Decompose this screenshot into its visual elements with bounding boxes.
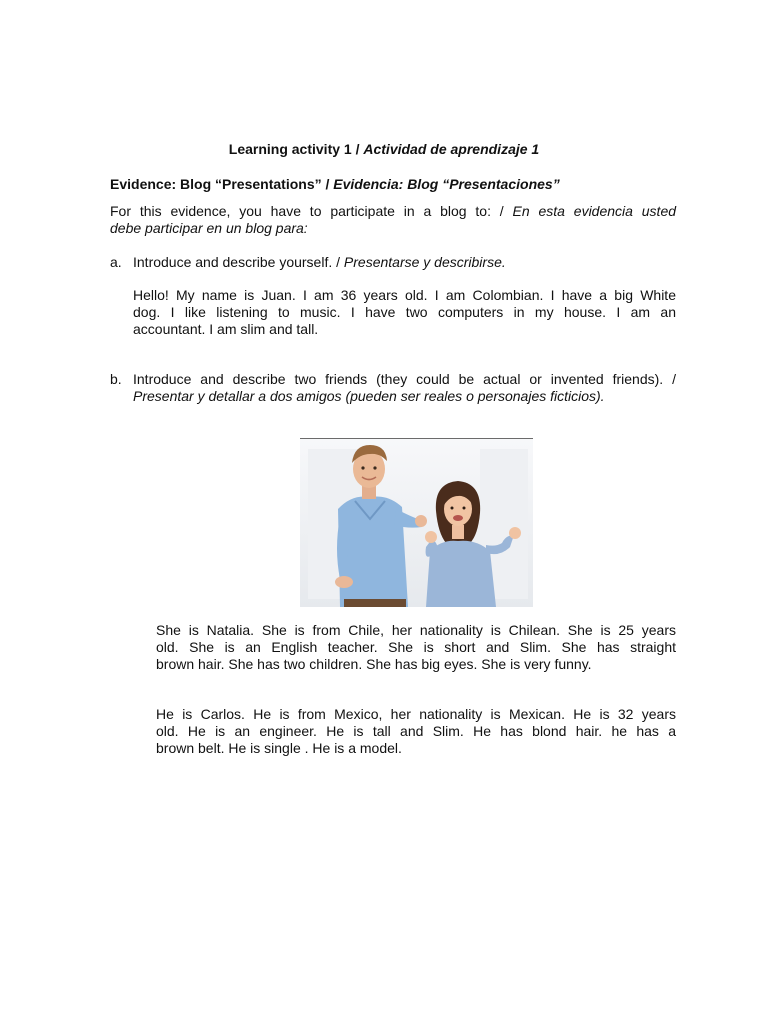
intro-line-1 [110,203,676,220]
intro-line-2: debe participar en un blog para: [110,220,308,236]
carlos-line-2: old. He is an engineer. He is tall and Slim. He has blond hair. he has a [156,723,676,739]
list-item-b [110,371,676,405]
intro-paragraph [110,203,676,237]
juan-description [133,287,676,338]
evidence-heading [110,175,676,193]
carlos-description [156,706,676,757]
juan-line-1: Hello! My name is Juan. I am 36 years old. I am Colombian. I have a big White [133,287,676,303]
friends-photo-illustration [300,439,533,607]
item-b-english: Introduce and describe two friends (they could be actual or invented friends). [133,371,664,387]
title-separator: / [351,141,364,157]
natalia-line-1: She is Natalia. She is from Chile, her nationality is Chilean. She is 25 years [156,622,676,638]
item-b-spanish: Presentar y detallar a dos amigos (pueden ser reales o personajes ficticios). [133,388,605,404]
juan-line-3: accountant. I am slim and tall. [133,321,319,337]
item-b-separator: / [663,371,677,387]
intro-english: For this evidence, you have to participate in a blog to: [110,203,491,219]
natalia-description [156,622,676,673]
list-item-a [110,254,676,271]
natalia-line-3: brown hair. She has two children. She has big eyes. She is very funny. [156,656,592,672]
page-title [0,140,768,158]
intro-spanish-start: En esta evidencia usted [512,203,677,219]
list-item-b-text [133,371,676,405]
carlos-line-1: He is Carlos. He is from Mexico, her nationality is Mexican. He is 32 years [156,706,676,722]
juan-line-2: dog. I like listening to music. I have two computers in my house. I am an [133,304,676,320]
evidence-english: Evidence: Blog “Presentations” [110,176,322,192]
list-marker-a: a. [110,254,122,270]
item-b-line-1 [133,371,676,388]
carlos-line-3: brown belt. He is single . He is a model. [156,740,402,756]
item-a-english: Introduce and describe yourself. [133,254,333,270]
title-english: Learning activity 1 [228,141,352,157]
list-item-a-text [133,254,676,271]
natalia-line-2: old. She is an English teacher. She is short and Slim. She has straight [156,639,676,655]
evidence-spanish: Evidencia: Blog “Presentaciones” [333,176,560,192]
item-a-spanish: Presentarse y describirse. [343,254,506,270]
friends-photo [300,438,533,607]
title-spanish: Actividad de aprendizaje 1 [363,141,540,157]
list-marker-b: b. [110,371,122,387]
intro-separator: / [490,203,513,219]
evidence-separator: / [321,176,334,192]
item-a-separator: / [332,254,344,270]
